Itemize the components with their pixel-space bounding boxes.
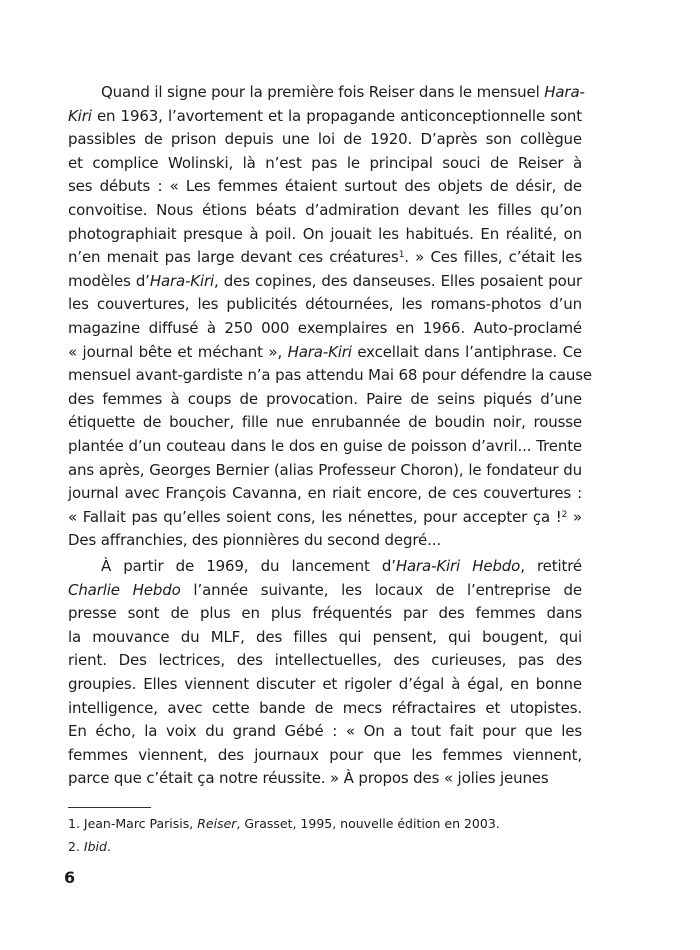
text-line (68, 128, 582, 152)
text-line (68, 105, 582, 129)
body-paragraph-1 (68, 81, 593, 553)
footnote-ref: 1 (398, 250, 405, 261)
text-run: « journal bête et méchant », (68, 342, 288, 361)
text-line (68, 649, 582, 673)
text-line (68, 506, 582, 530)
text-line (68, 626, 582, 650)
text-line (68, 223, 582, 247)
text-line (68, 602, 582, 626)
italic-title: Hara-Kiri (149, 271, 215, 290)
italic-title: Hara-Kiri Hebdo (395, 557, 521, 575)
text-run: photographiait presque à poil. On jouait les habitués. En réalité, on (68, 224, 582, 243)
text-line (68, 364, 593, 388)
text-line (68, 555, 582, 579)
text-run: « Fallait pas qu’elles soient cons, les nénettes, pour accepter ça ! (68, 507, 562, 526)
text-run: En écho, la voix du grand Gébé : « On a tout fait pour que les (68, 722, 582, 741)
text-run: presse sont de plus en plus fréquentés par des femmes dans (68, 604, 582, 623)
text-run: étiquette de boucher, fille nue enrubannée de boudin noir, rousse (68, 413, 582, 432)
text-run: intelligence, avec cette bande de mecs réfractaires et utopistes. (68, 698, 582, 717)
text-line (68, 529, 582, 553)
text-run: rient. Des lectrices, des intellectuelles, des curieuses, pas des (68, 651, 582, 670)
text-run: magazine diffusé à 250 000 exemplaires en 1966. Auto-proclamé (68, 318, 582, 337)
footnote-ref: 2 (561, 509, 568, 520)
text-line (68, 459, 582, 483)
italic-title: Kiri (68, 106, 92, 125)
text-run: convoitise. Nous étions béats d’admiration devant les filles qu’on (68, 200, 582, 219)
italic-title: Charlie Hebdo (68, 580, 181, 599)
text-line (68, 579, 582, 603)
text-line (68, 697, 582, 721)
footnote-divider (68, 807, 151, 808)
text-run: , des copines, des danseuses. Elles posaient pour (214, 271, 582, 290)
footnote-2: 2. Ibid. (68, 839, 111, 854)
text-run: des femmes à coups de provocation. Paire de seins piqués d’une (68, 389, 582, 408)
text-line (68, 199, 582, 223)
text-run: femmes viennent, des journaux pour que les femmes viennent, (68, 745, 582, 764)
page-number: 6 (64, 868, 76, 887)
text-run: parce que c’était ça notre réussite. » À propos des « jolies jeunes (68, 769, 549, 788)
body-paragraph-2 (68, 555, 582, 791)
text-run: excellait dans l’antiphrase. Ce (351, 342, 582, 361)
text-run: journal avec François Cavanna, en riait encore, de ces couvertures : (68, 484, 582, 503)
text-run: en 1963, l’avortement et la propagande anticonceptionnelle sont (91, 106, 582, 125)
text-run: Des affranchies, des pionnières du second degré... (68, 531, 441, 550)
text-line (68, 81, 585, 105)
text-run: mensuel avant-gardiste n’a pas attendu Mai 68 pour défendre la cause (68, 366, 593, 385)
text-run: n’en menait pas large devant ces créatures (68, 248, 399, 267)
text-line (68, 175, 582, 199)
text-run: l’année suivante, les locaux de l’entreprise de (180, 580, 582, 599)
text-line (68, 270, 582, 294)
text-run: À partir de 1969, du lancement d’ (101, 557, 396, 575)
text-line (68, 767, 582, 791)
text-line (68, 388, 582, 412)
text-line (68, 720, 582, 744)
text-line (68, 246, 582, 270)
text-run: . » Ces filles, c’était les (404, 248, 582, 267)
text-line (68, 341, 582, 365)
italic-title: Hara- (544, 83, 585, 101)
text-run: ans après, Georges Bernier (alias Professeur Choron), le fondateur du (68, 460, 582, 479)
text-run: passibles de prison depuis une loi de 1920. D’après son collègue (68, 130, 582, 149)
text-run: groupies. Elles viennent discuter et rigoler d’égal à égal, en bonne (68, 674, 582, 693)
text-line (68, 152, 582, 176)
footnote-1: 1. Jean-Marc Parisis, Reiser, Grasset, 1995, nouvelle édition en 2003. (68, 816, 500, 831)
text-run: la mouvance du MLF, des filles qui pensent, qui bougent, qui (68, 627, 582, 646)
text-run: ses débuts : « Les femmes étaient surtout des objets de désir, de (68, 177, 582, 196)
text-run: plantée d’un couteau dans le dos en guise de poisson d’avril... Trente (68, 436, 582, 455)
text-line (68, 673, 582, 697)
text-run: » (567, 507, 582, 526)
text-line (68, 293, 582, 317)
text-line (68, 744, 582, 768)
text-run: , retitré (520, 557, 583, 575)
text-run: les couvertures, les publicités détournées, les romans-photos d’un (68, 295, 582, 314)
text-run: Quand il signe pour la première fois Reiser dans le mensuel (101, 83, 545, 101)
text-run: modèles d’ (68, 271, 150, 290)
text-line (68, 317, 582, 341)
text-line (68, 482, 582, 506)
text-run: et complice Wolinski, là n’est pas le principal souci de Reiser à (68, 153, 582, 172)
text-line (68, 411, 582, 435)
text-line (68, 435, 582, 459)
italic-title: Hara-Kiri (287, 342, 352, 361)
